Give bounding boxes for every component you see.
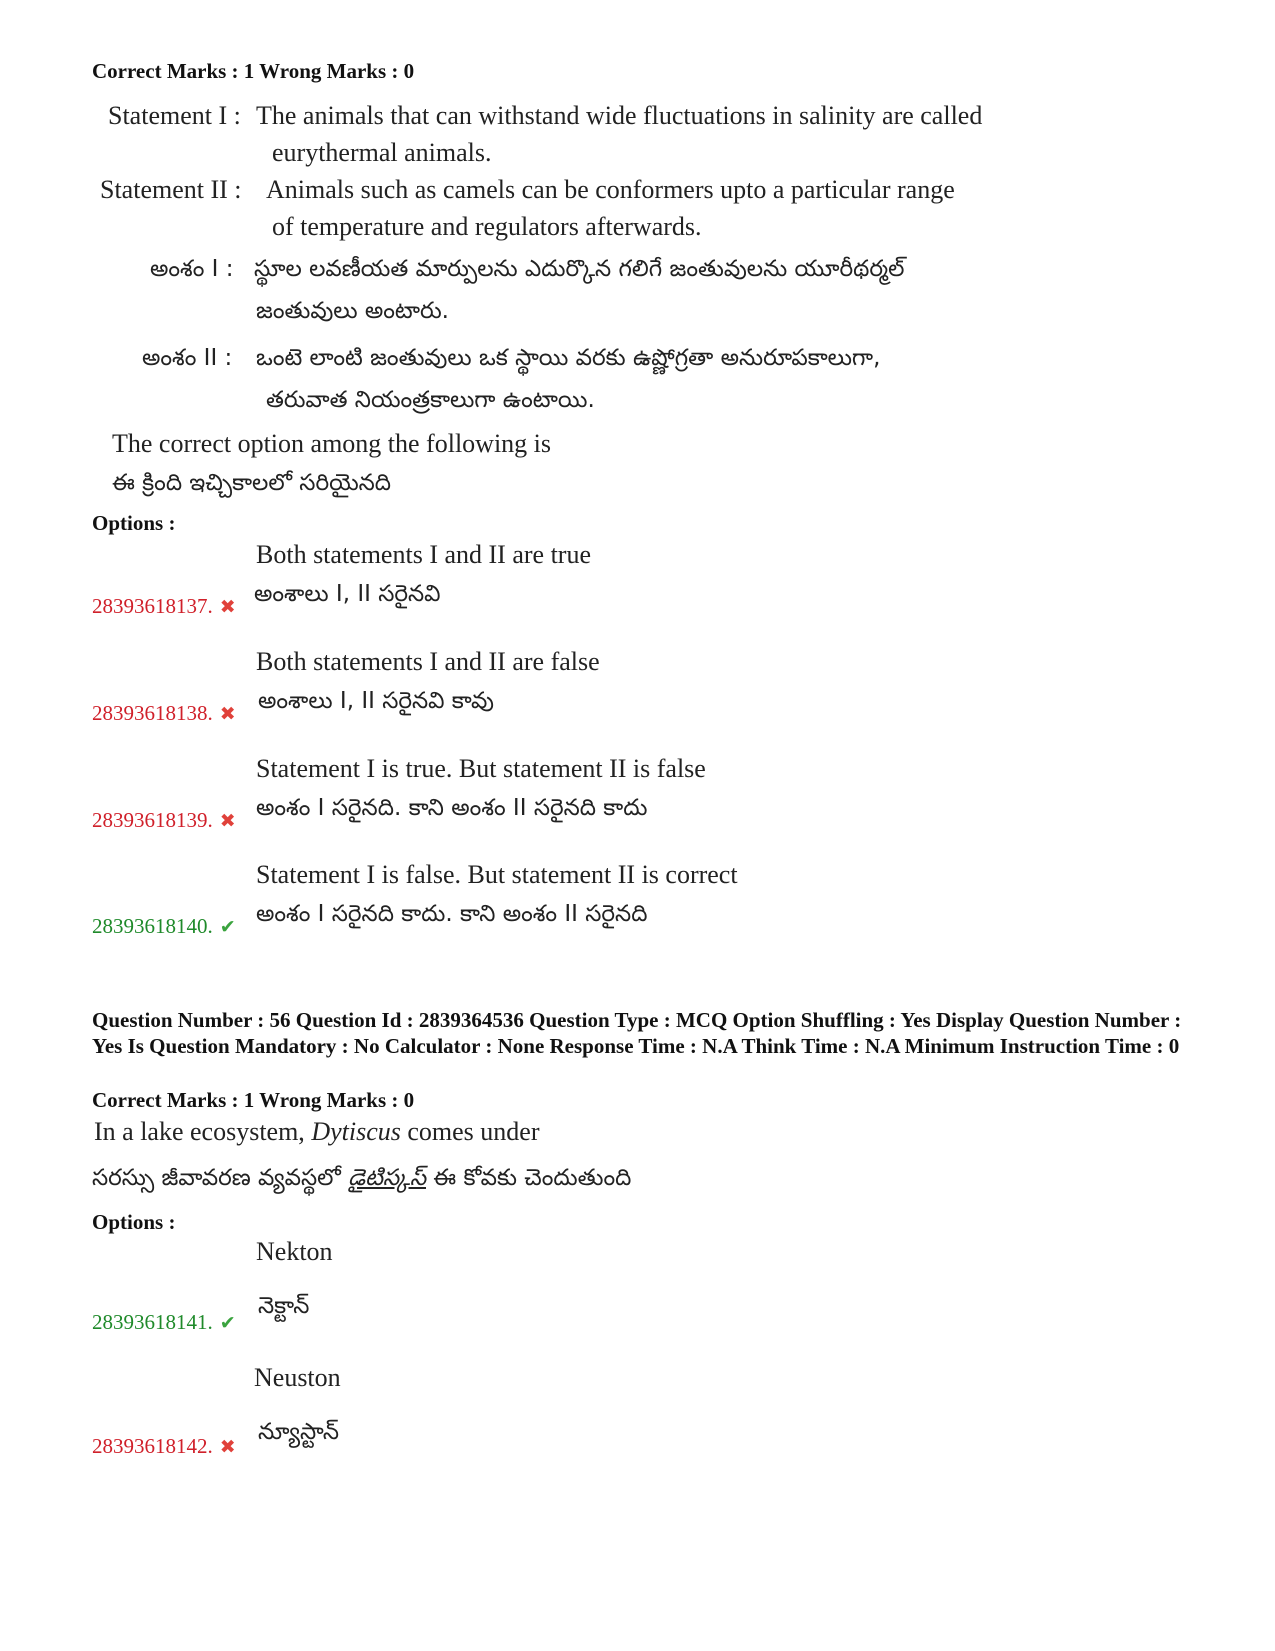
- q56-question-en: In a lake ecosystem, Dytiscus comes under: [94, 1117, 540, 1146]
- option-text-en: Nekton: [256, 1237, 333, 1266]
- option-id: 28393618137. ✖: [92, 594, 236, 618]
- option-text-en: Both statements I and II are true: [256, 540, 591, 569]
- q56-options-label: Options :: [92, 1210, 176, 1234]
- q56-meta: Question Number : 56 Question Id : 2839364536 Question Type : MCQ Option Shuffling : Yes Display Question Number : Yes Is Question Mandatory : No Calculator : None Response Time : N.A Think Time : N.A Minimum Instruction Time : 0: [92, 1008, 1182, 1058]
- wrong-icon: ✖: [219, 703, 236, 725]
- statement-1-line-2: eurythermal animals.: [272, 138, 492, 167]
- q55-options-label: Options :: [92, 511, 176, 535]
- option-text-en: Neuston: [254, 1363, 341, 1392]
- wrong-icon: ✖: [219, 810, 236, 832]
- amsham-1-line-2: జంతువులు అంటారు.: [256, 298, 449, 324]
- option-text-te: అంశం I సరైనది కాదు. కాని అంశం II సరైనది: [256, 901, 648, 927]
- wrong-icon: ✖: [219, 596, 236, 618]
- statement-1-line-1: The animals that can withstand wide fluctuations in salinity are called: [256, 101, 983, 130]
- option-text-te: నెక్టాన్: [258, 1293, 310, 1319]
- q56-question-te: సరస్సు జీవావరణ వ్యవస్థలో డైటిస్కస్ ఈ కోవకు చెందుతుంది: [92, 1165, 632, 1191]
- q55-prompt-en: The correct option among the following is: [112, 429, 552, 458]
- species-name: Dytiscus: [311, 1117, 401, 1146]
- amsham-1-line-1: స్థూల లవణీయత మార్పులను ఎదుర్కొన గలిగే జంతువులను యూరీథర్మల్: [254, 256, 905, 282]
- option-text-te: అంశాలు I, II సరైనవి కావు: [258, 688, 494, 714]
- amsham-1-label: అంశం I :: [150, 256, 234, 282]
- option-id: 28393618138. ✖: [92, 701, 236, 725]
- amsham-2-label: అంశం II :: [142, 345, 233, 371]
- option-text-en: Statement I is true. But statement II is false: [256, 754, 706, 783]
- statement-2-label: Statement II :: [100, 175, 242, 204]
- option-text-te: అంశం I సరైనది. కాని అంశం II సరైనది కాదు: [256, 795, 648, 821]
- statement-2-line-1: Animals such as camels can be conformers upto a particular range: [266, 175, 955, 204]
- option-id: 28393618139. ✖: [92, 808, 236, 832]
- option-id: 28393618140. ✔: [92, 914, 236, 938]
- option-text-te: న్యూస్టాన్: [258, 1419, 340, 1445]
- statement-2-line-2: of temperature and regulators afterwards.: [272, 212, 702, 241]
- amsham-2-line-2: తరువాత నియంత్రకాలుగా ఉంటాయి.: [266, 387, 595, 413]
- check-icon: ✔: [219, 1312, 236, 1334]
- option-text-en: Statement I is false. But statement II is correct: [256, 860, 738, 889]
- option-id: 28393618141. ✔: [92, 1310, 236, 1334]
- option-id: 28393618142. ✖: [92, 1434, 236, 1458]
- wrong-icon: ✖: [219, 1436, 236, 1458]
- statement-1-label: Statement I :: [108, 101, 241, 130]
- option-text-en: Both statements I and II are false: [256, 647, 600, 676]
- check-icon: ✔: [219, 916, 236, 938]
- q55-prompt-te: ఈ క్రింది ఇచ్చికాలలో సరియైనది: [112, 470, 392, 496]
- q56-marks: Correct Marks : 1 Wrong Marks : 0: [92, 1088, 415, 1112]
- option-text-te: అంశాలు I, II సరైనవి: [254, 581, 441, 607]
- species-name-te: డైటిస్కస్: [348, 1165, 426, 1191]
- amsham-2-line-1: ఒంటె లాంటి జంతువులు ఒక స్థాయి వరకు ఉష్ణోగ్రతా అనురూపకాలుగా,: [256, 345, 881, 371]
- q55-marks: Correct Marks : 1 Wrong Marks : 0: [92, 59, 415, 83]
